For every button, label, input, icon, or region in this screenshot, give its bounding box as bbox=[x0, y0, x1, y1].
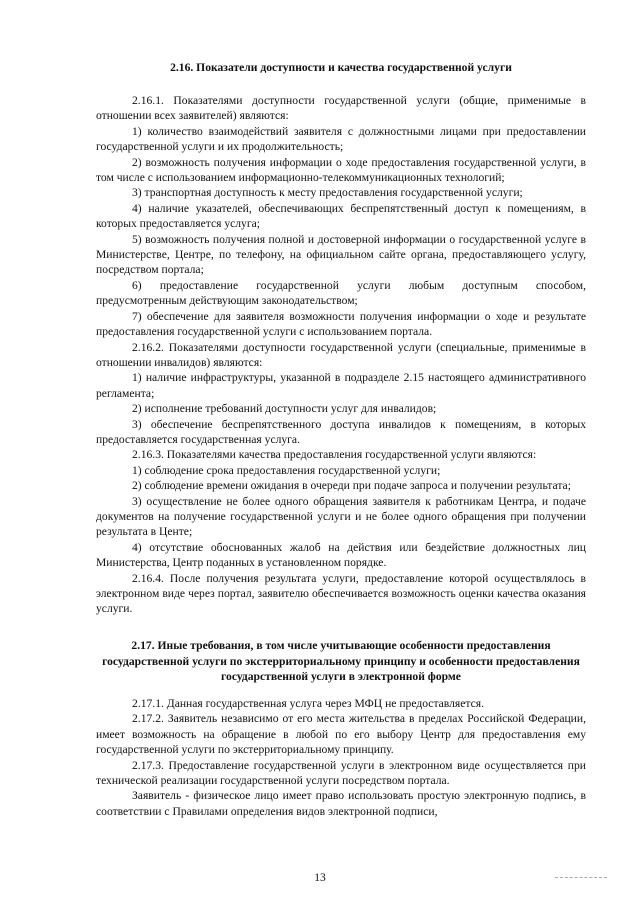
section-2-17-heading: 2.17. Иные требования, в том числе учитывающие особенности предоставления государственной услуги по экстерриториальному принципу и особенности предоставления государственной услуги в электронной форме bbox=[102, 639, 580, 683]
list-item: 5) возможность получения полной и достоверной информации о государственной услуге в Министерстве, Центре, по телефону, на официальном сайте органа, предоставляющего услугу, посредством портала; bbox=[96, 232, 586, 277]
paragraph-applicant-signature: Заявитель - физическое лицо имеет право использовать простую электронную подпись, в соответствии с Правилами определения видов электронной подписи, bbox=[96, 789, 586, 818]
section-2-16-heading: 2.16. Показатели доступности и качества государственной услуги bbox=[170, 61, 512, 74]
list-item: 2) исполнение требований доступности услуг для инвалидов; bbox=[132, 402, 437, 416]
list-item: 3) транспортная доступность к месту предоставления государственной услуги; bbox=[132, 186, 523, 200]
paragraph-2-17-2: 2.17.2. Заявитель независимо от его места жительства в пределах Российской Федерации, имеет возможность на обращение в любой по его выбору Центр для предоставления ему государственной услуги по экстерриториальному принципу. bbox=[96, 712, 586, 757]
page-number: 13 bbox=[314, 871, 326, 884]
list-item: 4) отсутствие обоснованных жалоб на действия или бездействие должностных лиц Министерства, Центр поданных в установленном порядке. bbox=[96, 540, 586, 570]
list-item: 1) количество взаимодействий заявителя с должностными лицами при предоставлении государственной услуги и их продолжительность; bbox=[96, 124, 586, 154]
list-item: 7) обеспечение для заявителя возможности получения информации о ходе и результате предоставления государственной услуги с использованием портала. bbox=[96, 309, 586, 339]
list-item: 1) соблюдение срока предоставления государственной услуги; bbox=[132, 463, 441, 477]
list-item: 3) обеспечение беспрепятственного доступа инвалидов к помещениям, в которых предоставляется государственная услуга. bbox=[96, 417, 586, 446]
paragraph-2-16-3: 2.16.3. Показателями качества предоставления государственной услуги являются: bbox=[132, 448, 537, 462]
paragraph-2-17-3: 2.17.3. Предоставление государственной услуги в электронном виде осуществляется при технической реализации государственной услуги посредством портала. bbox=[96, 758, 586, 788]
list-item: 2) возможность получения информации о ходе предоставления государственной услуги, в том числе с использованием информационно-телекоммуникационных технологий; bbox=[96, 155, 586, 185]
paragraph-2-16-2: 2.16.2. Показателями доступности государственной услуги (специальные, применимые в отношении инвалидов) являются: bbox=[96, 340, 586, 369]
paragraph-2-16-1: 2.16.1. Показателями доступности государственной услуги (общие, применимые в отношении всех заявителей) являются: bbox=[96, 94, 586, 123]
list-item: 2) соблюдение времени ожидания в очереди при подаче запроса и получении результата; bbox=[132, 479, 571, 493]
section-2-16-body bbox=[96, 93, 586, 617]
paragraph-2-17-1: 2.17.1. Данная государственная услуга через МФЦ не предоставляется. bbox=[132, 697, 484, 710]
list-item: 6) предоставление государственной услуги любым доступным способом, предусмотренным действующим законодательством; bbox=[96, 278, 586, 308]
paragraph-2-16-4: 2.16.4. После получения результата услуги, предоставление которой осуществлялось в электронном виде через портал, заявителю обеспечивается возможность оценки качества оказания услуги. bbox=[96, 571, 586, 616]
list-item: 3) осуществление не более одного обращения заявителя к работникам Центра, и подаче документов на получение государственной услуги и не более одного обращения при получении результата в Центе; bbox=[96, 494, 586, 539]
footer-mark bbox=[555, 877, 607, 878]
section-2-17-body bbox=[96, 696, 586, 819]
list-item: 4) наличие указателей, обеспечивающих беспрепятственный доступ к помещениям, в которых предоставляется услуга; bbox=[96, 201, 586, 231]
list-item: 1) наличие инфраструктуры, указанной в подразделе 2.15 настоящего административного регламента; bbox=[96, 371, 586, 400]
